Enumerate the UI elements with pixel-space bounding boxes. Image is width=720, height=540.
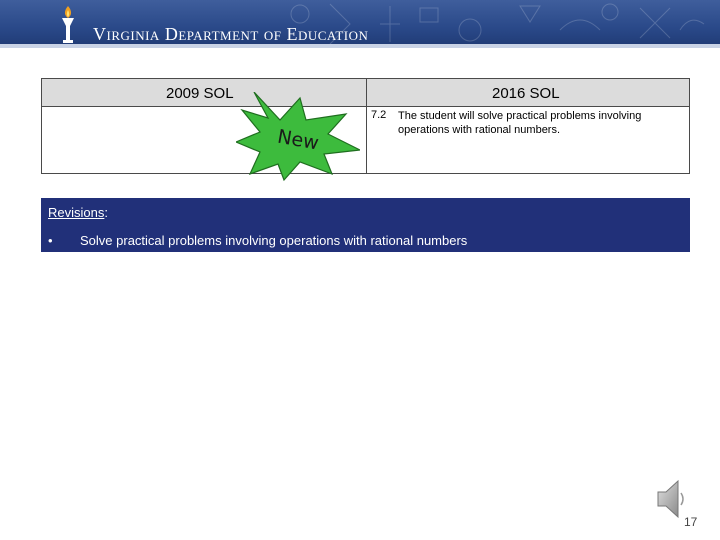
table-column-divider: [366, 79, 367, 173]
revision-item: Solve practical problems involving operations with rational numbers: [80, 233, 468, 248]
torch-logo-icon: [56, 4, 80, 44]
revisions-title: Revisions: [48, 205, 105, 220]
header-2009-sol: 2009 SOL: [166, 85, 234, 102]
revisions-title-colon: :: [104, 205, 108, 220]
banner-title: Virginia Department of Education: [93, 24, 369, 44]
banner-rule: [0, 44, 720, 48]
header-banner: [0, 0, 720, 48]
revisions-panel: [41, 198, 690, 252]
sol-comparison-table: [41, 78, 690, 174]
header-2016-sol: 2016 SOL: [492, 85, 560, 102]
speaker-icon[interactable]: [656, 478, 686, 520]
revisions-heading: [48, 205, 108, 220]
revision-bullet: •: [48, 233, 53, 248]
page-number: 17: [684, 515, 698, 529]
standard-text: The student will solve practical problems involving operations with rational numbers.: [398, 110, 642, 136]
new-badge-label: New: [275, 125, 321, 155]
standard-number: 7.2: [371, 109, 387, 121]
new-starburst-badge: [236, 92, 360, 182]
